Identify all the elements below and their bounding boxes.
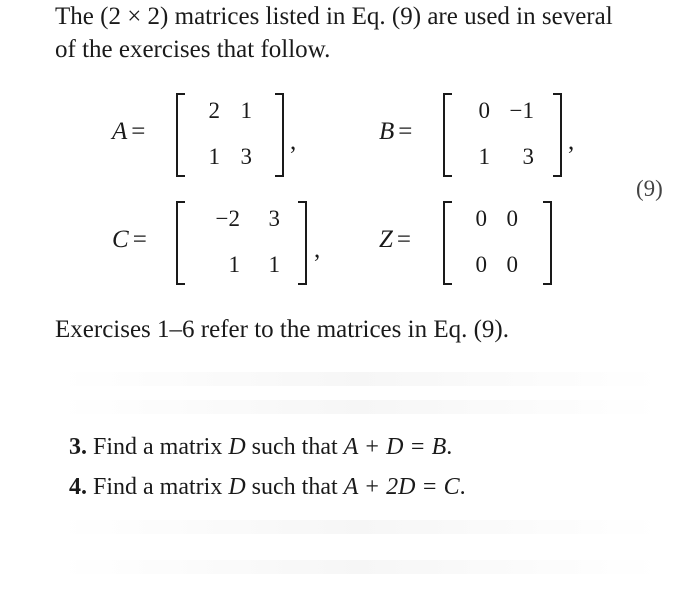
- matrix-z-right-bracket: [543, 201, 552, 285]
- matrix-a-label: [112, 118, 145, 146]
- exercise-variable: D: [228, 474, 246, 500]
- matrix-z-r2c2: 0: [506, 252, 518, 277]
- exercise-text-mid: such that: [245, 434, 344, 460]
- matrix-b-comma: ,: [568, 128, 575, 155]
- matrix-z-equals: =: [396, 226, 412, 253]
- exercise-text-pre: Find a matrix: [93, 434, 229, 460]
- matrix-c-right-bracket: [298, 201, 307, 285]
- matrix-z-r1c1: 0: [475, 206, 487, 231]
- matrix-c-r2c1: 1: [228, 252, 240, 277]
- exercise-expression: A + D = B: [343, 434, 447, 460]
- matrix-b-name: B: [379, 118, 395, 145]
- equation-number: (9): [636, 176, 663, 201]
- matrix-c-comma: ,: [314, 236, 321, 263]
- matrix-c-r1c1: −2: [215, 206, 240, 231]
- matrix-a-right-bracket: [275, 93, 284, 177]
- matrix-b-r1c1: 0: [478, 98, 490, 123]
- matrix-b-r2c2: 3: [522, 144, 534, 169]
- matrix-c-left-bracket: [176, 201, 185, 285]
- exercise-3: [69, 434, 452, 461]
- matrix-a-comma: ,: [290, 128, 297, 155]
- exercise-number: 4.: [69, 474, 87, 500]
- exercise-number: 3.: [69, 434, 87, 460]
- matrix-c-label: [112, 226, 147, 254]
- matrix-z-name: Z: [379, 226, 393, 253]
- exercises-reference: Exercises 1–6 refer to the matrices in Eq. (9).: [55, 316, 509, 343]
- faint-bleed-line: [60, 400, 660, 414]
- matrix-b-label: [379, 118, 412, 146]
- exercise-text-pre: Find a matrix: [93, 474, 229, 500]
- matrix-a-r2c2: 3: [240, 144, 252, 169]
- faint-bleed-line: [60, 372, 660, 386]
- matrix-b-equals: =: [398, 118, 413, 145]
- matrix-z-label: [379, 226, 411, 254]
- exercise-text-end: .: [459, 474, 466, 500]
- matrix-c-equals: =: [132, 226, 147, 253]
- matrix-b-r1c2: −1: [509, 98, 534, 123]
- exercise-expression: A + 2D = C: [343, 474, 460, 500]
- exercise-text-end: .: [446, 434, 453, 460]
- intro-line-1: The (2 × 2) matrices listed in Eq. (9) are used in several: [55, 3, 613, 30]
- exercise-4: [69, 474, 466, 501]
- exercise-variable: D: [228, 434, 246, 460]
- intro-paragraph: [55, 0, 695, 66]
- matrix-b-right-bracket: [553, 93, 562, 177]
- faint-bleed-line: [60, 520, 660, 534]
- matrix-a-name: A: [112, 118, 128, 145]
- matrix-c-r2c2: 1: [268, 252, 280, 277]
- exercise-text-mid: such that: [245, 474, 344, 500]
- matrix-a-r2c1: 1: [208, 144, 220, 169]
- intro-line-2: of the exercises that follow.: [55, 36, 331, 63]
- matrix-z-r1c2: 0: [506, 206, 518, 231]
- faint-bleed-line: [60, 560, 660, 574]
- matrix-a-r1c2: 1: [240, 98, 252, 123]
- matrix-b-r2c1: 1: [478, 144, 490, 169]
- matrix-c-r1c2: 3: [268, 206, 280, 231]
- matrix-a-r1c1: 2: [208, 98, 220, 123]
- matrix-c-name: C: [112, 226, 129, 253]
- matrix-a-equals: =: [131, 118, 146, 145]
- matrix-z-r2c1: 0: [475, 252, 487, 277]
